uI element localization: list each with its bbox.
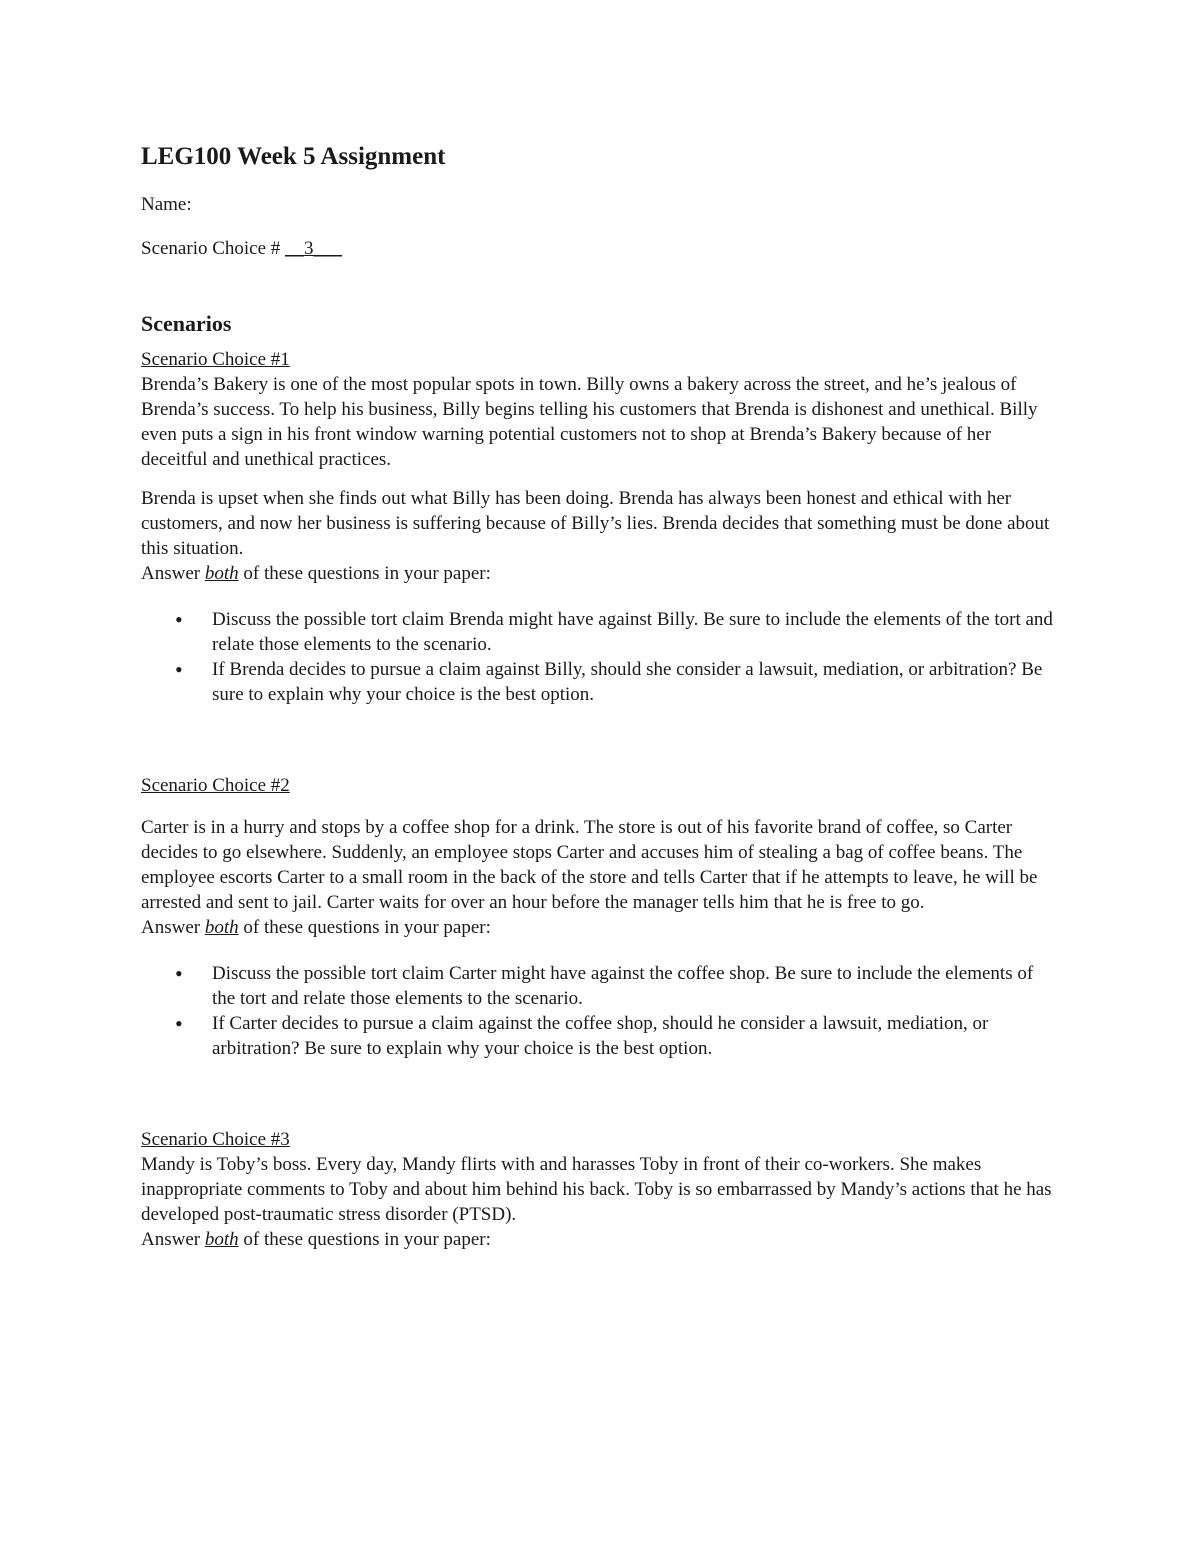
- answer-suffix: of these questions in your paper:: [243, 1229, 491, 1250]
- answer-prefix: Answer: [141, 917, 201, 938]
- question-item: • If Brenda decides to pursue a claim against Billy, should she consider a lawsuit, mediation, or arbitration? Be sure to explain why your choice is the best option.: [141, 657, 1053, 707]
- name-field: [141, 192, 1053, 217]
- question-item: • Discuss the possible tort claim Carter might have against the coffee shop. Be sure to include the elements of the tort and relate those elements to the scenario.: [141, 961, 1053, 1011]
- scenario-section-1: [141, 347, 1053, 707]
- scenario-title: Scenario Choice #2: [141, 775, 290, 796]
- scenario-title: Scenario Choice #1: [141, 349, 290, 370]
- question-item: • If Carter decides to pursue a claim against the coffee shop, should he consider a lawsuit, mediation, or arbitration? Be sure to explain why your choice is the best option.: [141, 1011, 1053, 1061]
- answer-instruction: [141, 915, 1053, 940]
- scenarios-heading: Scenarios: [141, 311, 232, 336]
- document-page: [141, 140, 1053, 1252]
- scenario-paragraph: Brenda’s Bakery is one of the most popular spots in town. Billy owns a bakery across the street, and he’s jealous of Brenda’s success. To help his business, Billy begins telling his customers that Brenda is dishonest and unethical. Billy even puts a sign in his front window warning potential customers not to shop at Brenda’s Bakery because of her deceitful and unethical practices.: [141, 374, 1038, 470]
- answer-instruction: [141, 561, 1053, 586]
- scenario-paragraph: Mandy is Toby’s boss. Every day, Mandy flirts with and harasses Toby in front of their co-workers. She makes inappropriate comments to Toby and about him behind his back. Toby is so embarrassed by Mandy’s actions that he has developed post-traumatic stress disorder (PTSD).: [141, 1154, 1052, 1225]
- name-label: Name:: [141, 194, 192, 215]
- document-title: LEG100 Week 5 Assignment: [141, 143, 446, 170]
- scenario-choice-field: [141, 236, 1053, 261]
- scenario-section-2: [141, 773, 1053, 1061]
- answer-prefix: Answer: [141, 563, 201, 584]
- answer-emphasis: both: [204, 563, 239, 584]
- answer-instruction: [141, 1227, 1053, 1252]
- scenario-title: Scenario Choice #3: [141, 1129, 290, 1150]
- answer-prefix: Answer: [141, 1229, 201, 1250]
- scenario-section-3: [141, 1127, 1053, 1252]
- scenario-choice-value: __3___: [285, 238, 343, 259]
- answer-emphasis: both: [204, 917, 239, 938]
- answer-emphasis: both: [204, 1229, 239, 1250]
- scenario-paragraph: Carter is in a hurry and stops by a coffee shop for a drink. The store is out of his favorite brand of coffee, so Carter decides to go elsewhere. Suddenly, an employee stops Carter and accuses him of stealing a bag of coffee beans. The employee escorts Carter to a small room in the back of the store and tells Carter that if he attempts to leave, he will be arrested and sent to jail. Carter waits for over an hour before the manager tells him that he is free to go.: [141, 817, 1038, 913]
- answer-suffix: of these questions in your paper:: [243, 917, 491, 938]
- scenario-paragraph: Brenda is upset when she finds out what Billy has been doing. Brenda has always been honest and ethical with her customers, and now her business is suffering because of Billy’s lies. Brenda decides that something must be done about this situation.: [141, 488, 1050, 559]
- question-item: • Discuss the possible tort claim Brenda might have against Billy. Be sure to include the elements of the tort and relate those elements to the scenario.: [141, 607, 1053, 657]
- scenario-choice-label: Scenario Choice #: [141, 238, 281, 259]
- answer-suffix: of these questions in your paper:: [243, 563, 491, 584]
- question-list: [141, 607, 1053, 707]
- question-list: [141, 961, 1053, 1061]
